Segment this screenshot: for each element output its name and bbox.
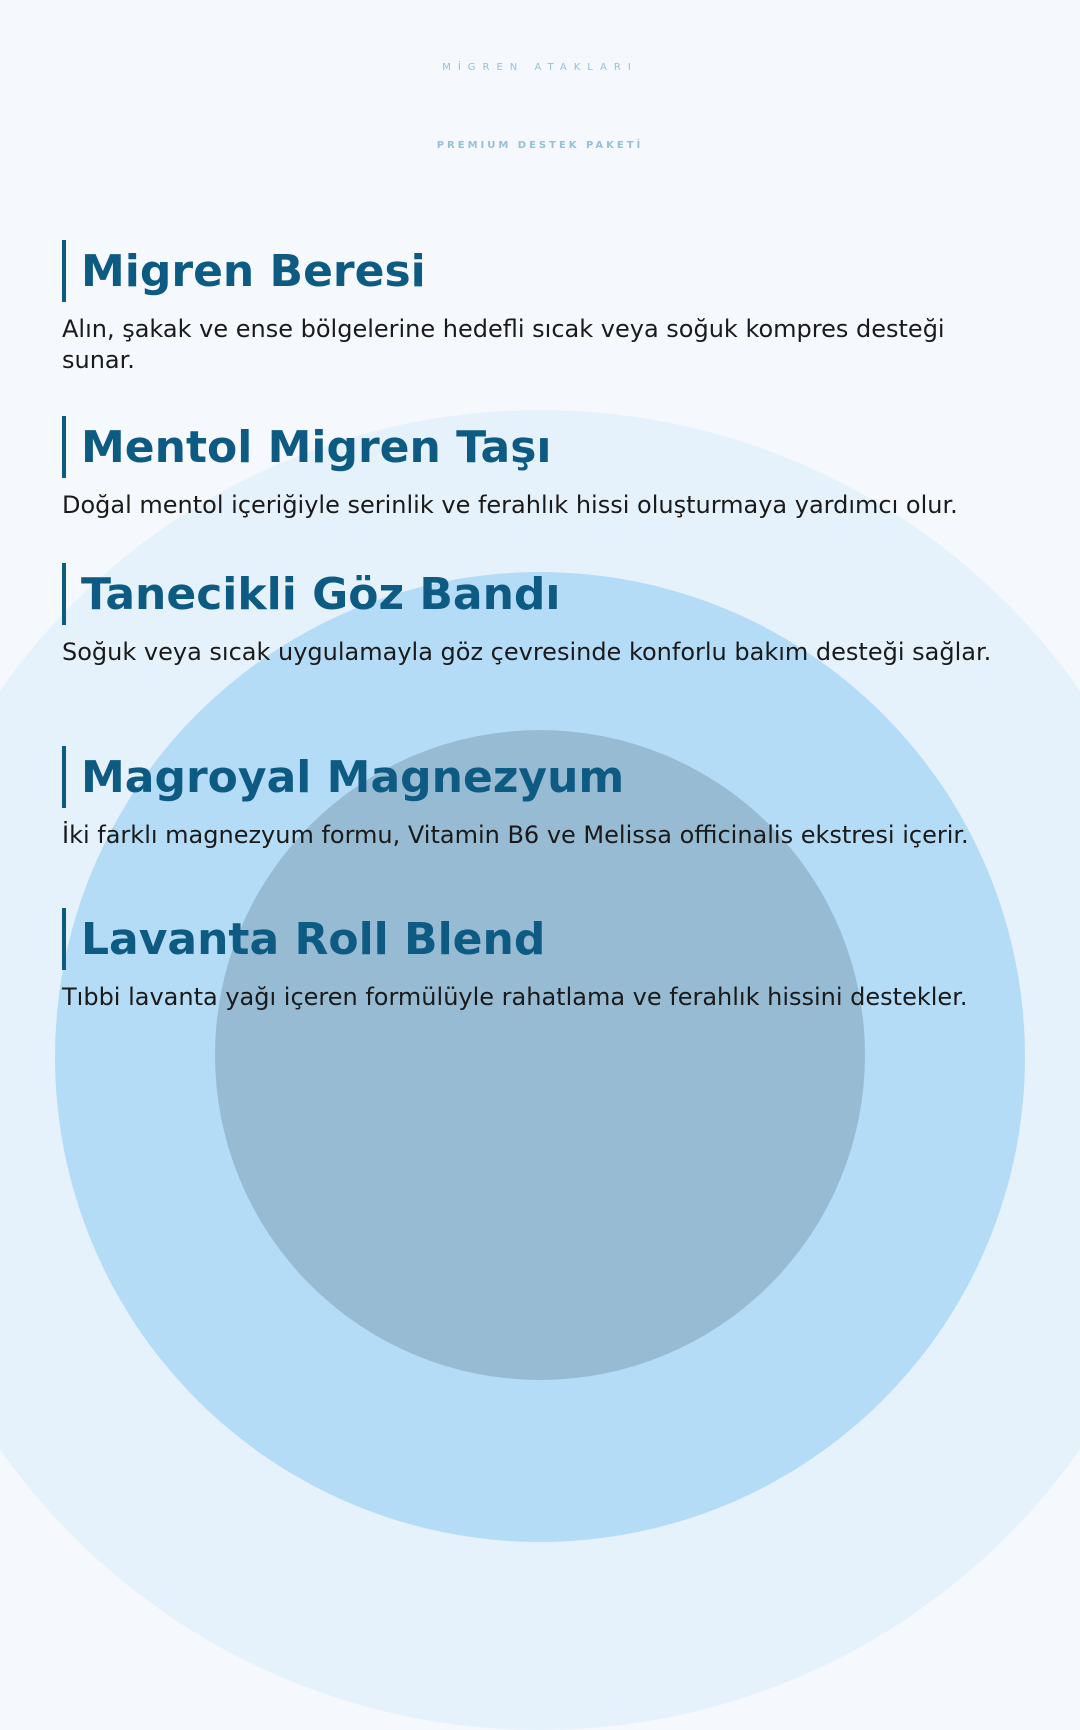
title-line-1: MİGREN ATAKLARI [442,62,638,73]
product-heading [62,563,1022,625]
product-heading [62,416,1022,478]
product-name: Migren Beresi [81,245,426,297]
product-item-migren-beresi [62,240,1022,376]
product-item-mentol-migren-tasi [62,416,1022,521]
product-heading [62,240,1022,302]
product-description: Alın, şakak ve ense bölgelerine hedefli sıcak veya soğuk kompres desteği sunar. [62,315,945,374]
product-name: Mentol Migren Taşı [81,421,552,473]
product-name: Magroyal Magnezyum [81,751,625,803]
product-heading [62,746,1022,808]
product-description: Tıbbi lavanta yağı içeren formülüyle rahatlama ve ferahlık hissini destekler. [62,983,968,1011]
product-item-tanecikli-goz-bandi [62,563,1022,668]
product-heading [62,908,1022,970]
product-description: İki farklı magnezyum formu, Vitamin B6 ve Melissa officinalis ekstresi içerir. [62,821,969,849]
product-name: Lavanta Roll Blend [81,913,546,965]
product-item-magroyal-magnezyum [62,746,1022,851]
product-description: Doğal mentol içeriğiyle serinlik ve ferahlık hissi oluşturmaya yardımcı olur. [62,491,958,519]
product-name: Tanecikli Göz Bandı [81,568,561,620]
title-line-2: PREMIUM DESTEK PAKETİ [436,140,644,151]
product-description: Soğuk veya sıcak uygulamayla göz çevresinde konforlu bakım desteği sağlar. [62,638,992,666]
product-item-lavanta-roll-blend [62,908,1022,1013]
